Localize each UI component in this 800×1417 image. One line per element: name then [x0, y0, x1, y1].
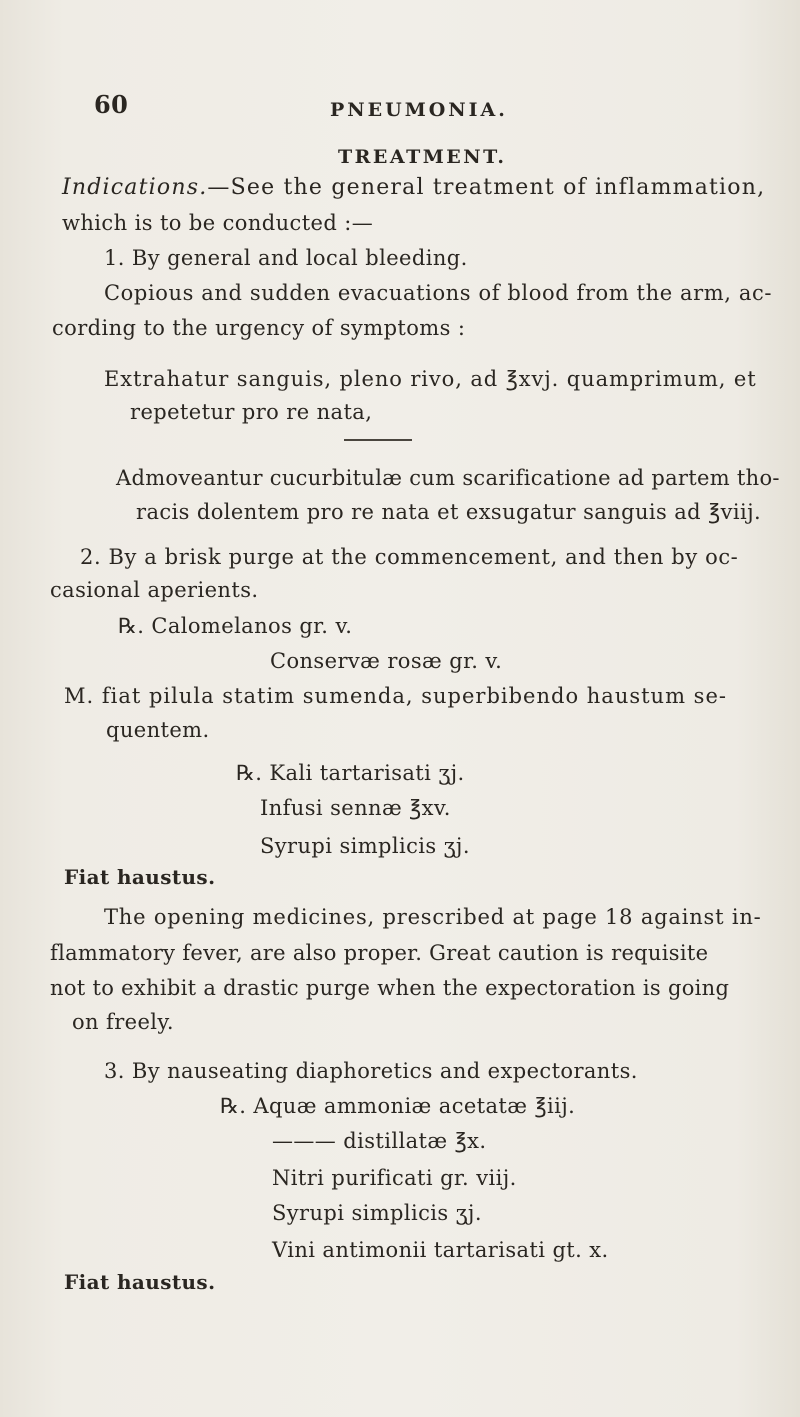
note-line-4: on freely.	[72, 1010, 174, 1034]
separator-rule	[344, 439, 412, 441]
note-line-1: The opening medicines, prescribed at page 18 against in-	[104, 905, 762, 929]
item1-text-line-2: cording to the urgency of symptoms :	[52, 316, 466, 340]
rx3-line-3: Nitri purificati gr. viij.	[272, 1166, 517, 1190]
rx1-directions-line-2: quentem.	[106, 718, 210, 742]
note-line-2: flammatory fever, are also proper. Great caution is requisite	[50, 941, 709, 965]
rx3-line-5: Vini antimonii tartarisati gt. x.	[272, 1238, 609, 1262]
item1-latin1-line-2: repetetur pro re nata,	[130, 400, 373, 424]
rx1-line-2: Conservæ rosæ gr. v.	[270, 649, 503, 673]
rx3-line-4: Syrupi simplicis ʒj.	[272, 1201, 482, 1225]
rx2-line-2: Infusi sennæ ℥xv.	[260, 796, 451, 820]
item1-latin1-line-1: Extrahatur sanguis, pleno rivo, ad ℥xvj. quamprimum, et	[104, 367, 757, 391]
rx2-line-3: Syrupi simplicis ʒj.	[260, 834, 470, 858]
running-title: PNEUMONIA.	[330, 99, 508, 121]
item2-heading-line-1: 2. By a brisk purge at the commencement, and then by oc-	[80, 545, 739, 569]
rx2-directions: Fiat haustus.	[64, 865, 216, 889]
note-line-3: not to exhibit a drastic purge when the expectoration is going	[50, 976, 730, 1000]
page-number: 60	[94, 90, 129, 119]
item1-latin2-line-2: racis dolentem pro re nata et exsugatur sanguis ad ℥viij.	[136, 500, 762, 524]
intro-text: —See the general treatment of inflammation,	[207, 175, 766, 200]
rx1-line-1: ℞. Calomelanos gr. v.	[118, 614, 353, 638]
intro-line-1	[62, 175, 765, 201]
item1-heading: 1. By general and local bleeding.	[104, 246, 468, 270]
rx3-line-1: ℞. Aquæ ammoniæ acetatæ ℥iij.	[220, 1094, 576, 1118]
item1-latin2-line-1: Admoveantur cucurbitulæ cum scarificatione ad partem tho-	[116, 466, 780, 490]
rx1-directions-line-1: M. fiat pilula statim sumenda, superbibendo haustum se-	[64, 684, 727, 708]
section-title: TREATMENT.	[338, 146, 507, 168]
item1-text-line-1: Copious and sudden evacuations of blood from the arm, ac-	[104, 281, 773, 305]
intro-line-2: which is to be conducted :—	[62, 211, 374, 235]
rx2-line-1: ℞. Kali tartarisati ʒj.	[236, 761, 465, 785]
item3-heading: 3. By nauseating diaphoretics and expectorants.	[104, 1059, 638, 1083]
intro-lead: Indications.	[62, 175, 208, 200]
item2-heading-line-2: casional aperients.	[50, 578, 259, 602]
rx3-directions: Fiat haustus.	[64, 1270, 216, 1294]
rx3-line-2: ——— distillatæ ℥x.	[272, 1129, 487, 1153]
